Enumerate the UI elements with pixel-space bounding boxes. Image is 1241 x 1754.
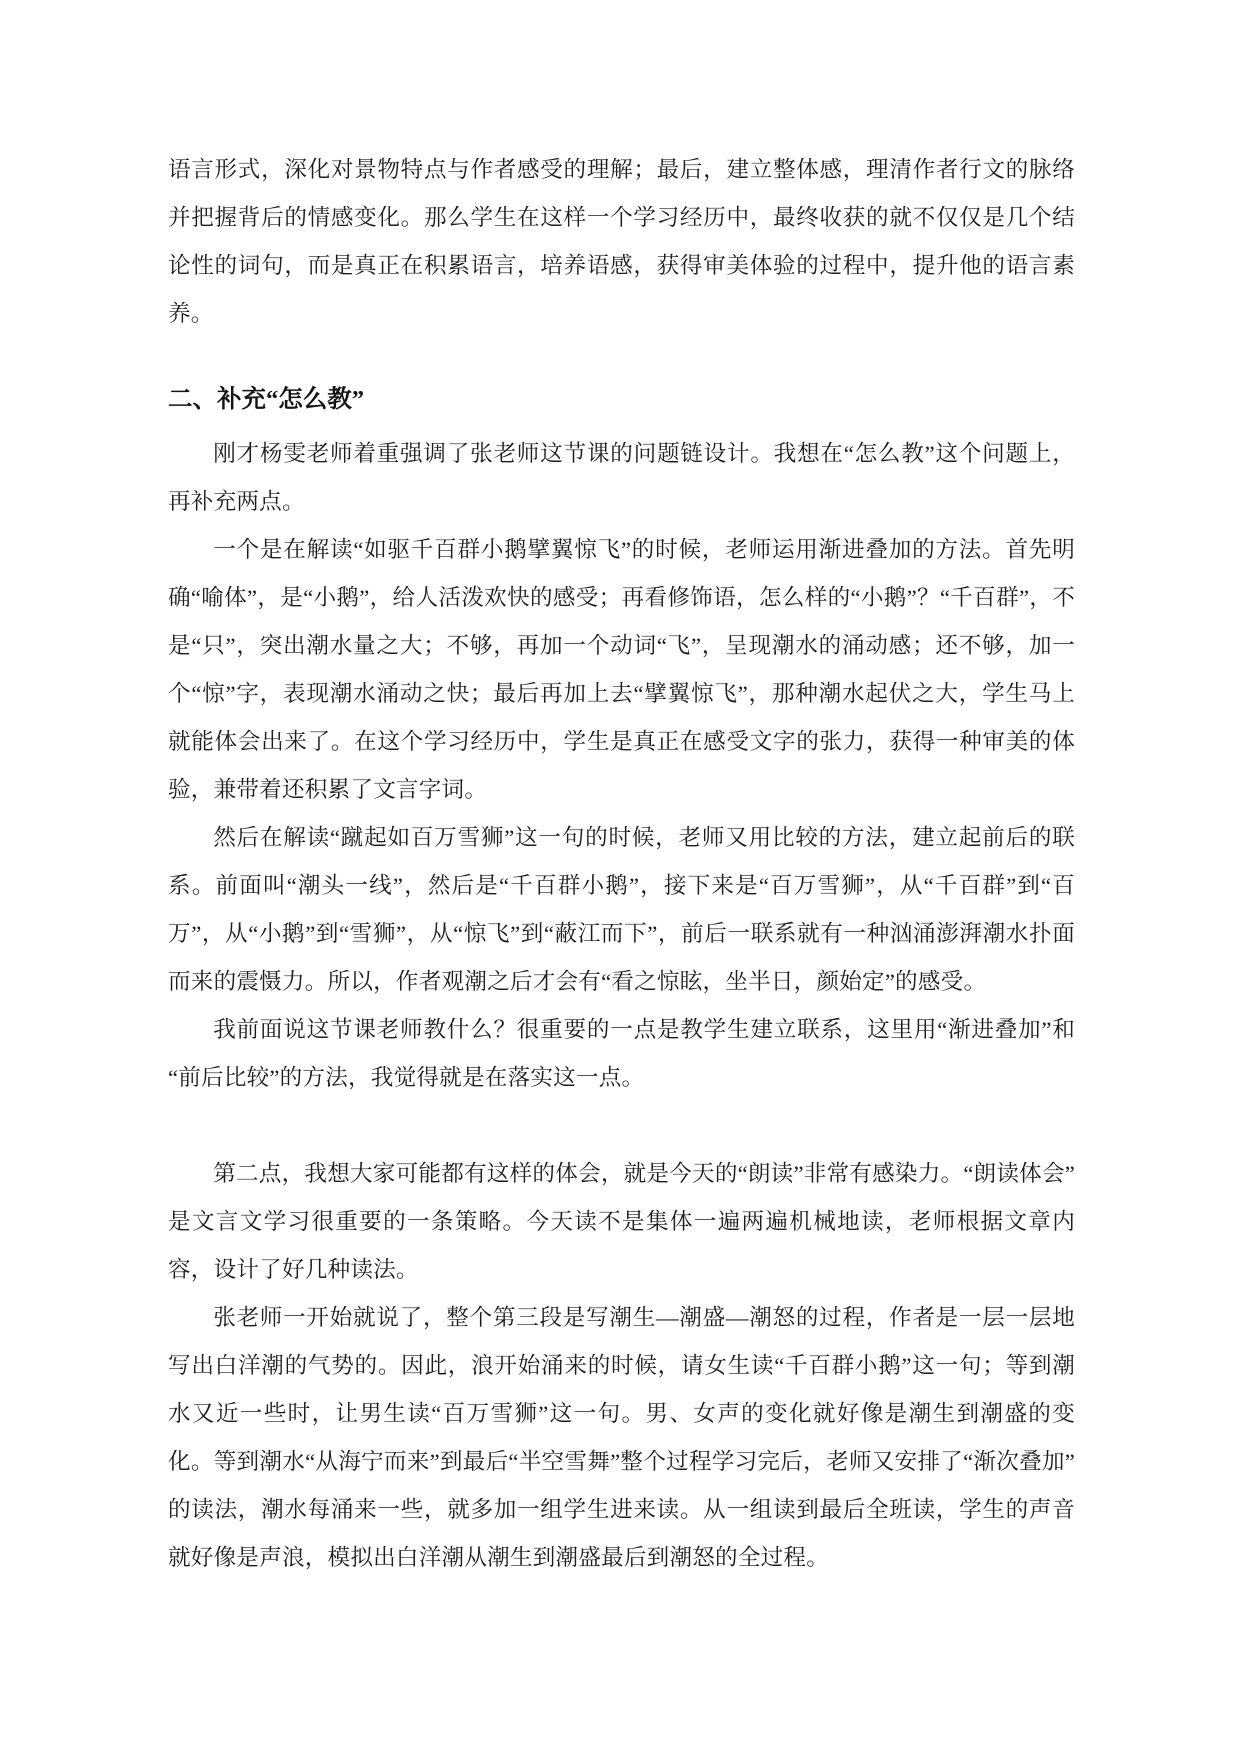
- section-heading: 二、补充“怎么教”: [168, 386, 364, 413]
- paragraph-point1-comparison: 然后在解读“蹴起如百万雪狮”这一句的时候，老师又用比较的方法，建立起前后的联系。前面叫“潮头一线”，然后是“千百群小鹅”，接下来是“百万雪狮”，从“千百群”到“百万”，从“小鹅”到“雪狮”，从“惊飞”到“蔽江而下”，前后一联系就有一种汹涌澎湃潮水扑面而来的震慑力。所以，作者观潮之后才会有“看之惊眩，坐半日，颜始定”的感受。: [168, 825, 1075, 994]
- paragraph-intro: 刚才杨雯老师着重强调了张老师这节课的问题链设计。我想在“怎么教”这个问题上，再补充两点。: [168, 441, 1075, 514]
- page-content: [168, 146, 1075, 1582]
- paragraph-point2-reading-aloud: 第二点，我想大家可能都有这样的体会，就是今天的“朗读”非常有感染力。“朗读体会”是文言文学习很重要的一条策略。今天读不是集体一遍两遍机械地读，老师根据文章内容，设计了好几种读法。: [168, 1161, 1075, 1282]
- paragraph-point1-summary: 我前面说这节课老师教什么？很重要的一点是教学生建立联系，这里用“渐进叠加”和“前后比较”的方法，我觉得就是在落实这一点。: [168, 1017, 1075, 1090]
- paragraph-point1-progressive-stacking: 一个是在解读“如驱千百群小鹅擘翼惊飞”的时候，老师运用渐进叠加的方法。首先明确“喻体”，是“小鹅”，给人活泼欢快的感受；再看修饰语，怎么样的“小鹅”？“千百群”，不是“只”，突出潮水量之大；不够，再加一个动词“飞”，呈现潮水的涌动感；还不够，加一个“惊”字，表现潮水涌动之快；最后再加上去“擘翼惊飞”，那种潮水起伏之大，学生马上就能体会出来了。在这个学习经历中，学生是真正在感受文字的张力，获得一种审美的体验，兼带着还积累了文言字词。: [168, 537, 1075, 802]
- paragraph-point2-reading-methods: 张老师一开始就说了，整个第三段是写潮生—潮盛—潮怒的过程，作者是一层一层地写出白洋潮的气势的。因此，浪开始涌来的时候，请女生读“千百群小鹅”这一句；等到潮水又近一些时，让男生读“百万雪狮”这一句。男、女声的变化就好像是潮生到潮盛的变化。等到潮水“从海宁而来”到最后“半空雪舞”整个过程学习完后，老师又安排了“渐次叠加”的读法，潮水每涌来一些，就多加一组学生进来读。从一组读到最后全班读，学生的声音就好像是声浪，模拟出白洋潮从潮生到潮盛最后到潮怒的全过程。: [168, 1305, 1075, 1570]
- continuation-paragraph: 语言形式，深化对景物特点与作者感受的理解；最后，建立整体感，理清作者行文的脉络并把握背后的情感变化。那么学生在这样一个学习经历中，最终收获的就不仅仅是几个结论性的词句，而是真正在积累语言，培养语感，获得审美体验的过程中，提升他的语言素养。: [168, 157, 1075, 326]
